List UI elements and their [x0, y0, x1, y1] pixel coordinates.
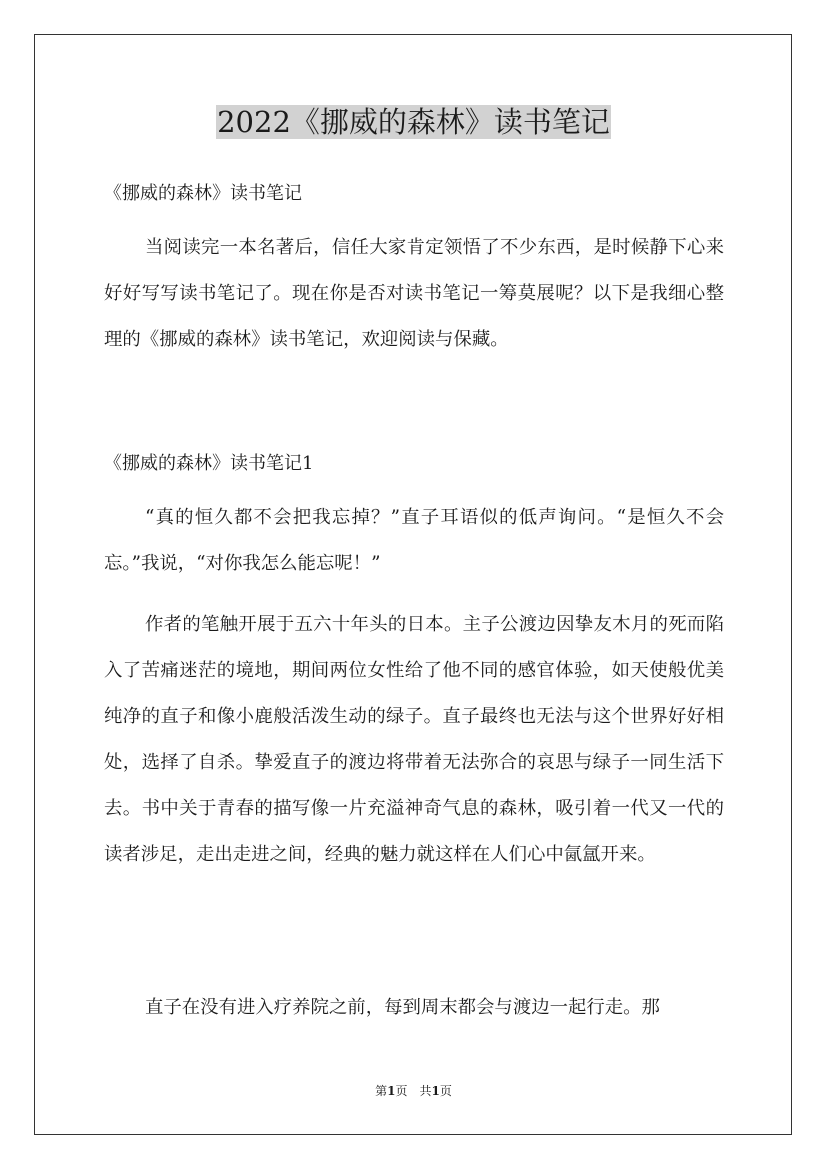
document-subtitle: 《挪威的森林》读书笔记: [104, 183, 302, 204]
document-title-text: 2022《挪威的森林》读书笔记: [217, 105, 610, 139]
document-title: [0, 100, 827, 144]
intro-paragraph: 当阅读完一本名著后，信任大家肯定领悟了不少东西，是时候静下心来好好写写读书笔记了。现在你是否对读书笔记一筹莫展呢？以下是我细心整理的《挪威的森林》读书笔记，欢迎阅读与保藏。: [104, 237, 724, 350]
continuation-paragraph: 直子在没有进入疗养院之前，每到周末都会与渡边一起行走。那: [145, 997, 660, 1018]
footer-page-current: 1: [387, 1084, 396, 1098]
summary-paragraph: 作者的笔触开展于五六十年头的日本。主子公渡边因挚友木月的死而陷入了苦痛迷茫的境地，期间两位女性给了他不同的感官体验，如天使般优美纯净的直子和像小鹿般活泼生动的绿子。直子最终也无法与这个世界好好相处，选择了自杀。挚爱直子的渡边将带着无法弥合的哀思与绿子一同生活下去。书中关于青春的描写像一片充溢神奇气息的森林，吸引着一代又一代的读者涉足，走出走进之间，经典的魅力就这样在人们心中氤氲开来。: [104, 614, 724, 865]
footer-suffix: 页: [439, 1084, 452, 1098]
section-heading-1: 《挪威的森林》读书笔记1: [104, 453, 314, 474]
footer-prefix: 第: [375, 1084, 388, 1098]
footer-page-total: 1: [431, 1084, 440, 1098]
quote-paragraph: “真的恒久都不会把我忘掉？”直子耳语似的低声询问。“是恒久不会忘。”我说，“对你我怎么能忘呢！”: [104, 507, 724, 574]
page-footer: [0, 1082, 827, 1100]
footer-mid: 页 共: [395, 1084, 432, 1098]
